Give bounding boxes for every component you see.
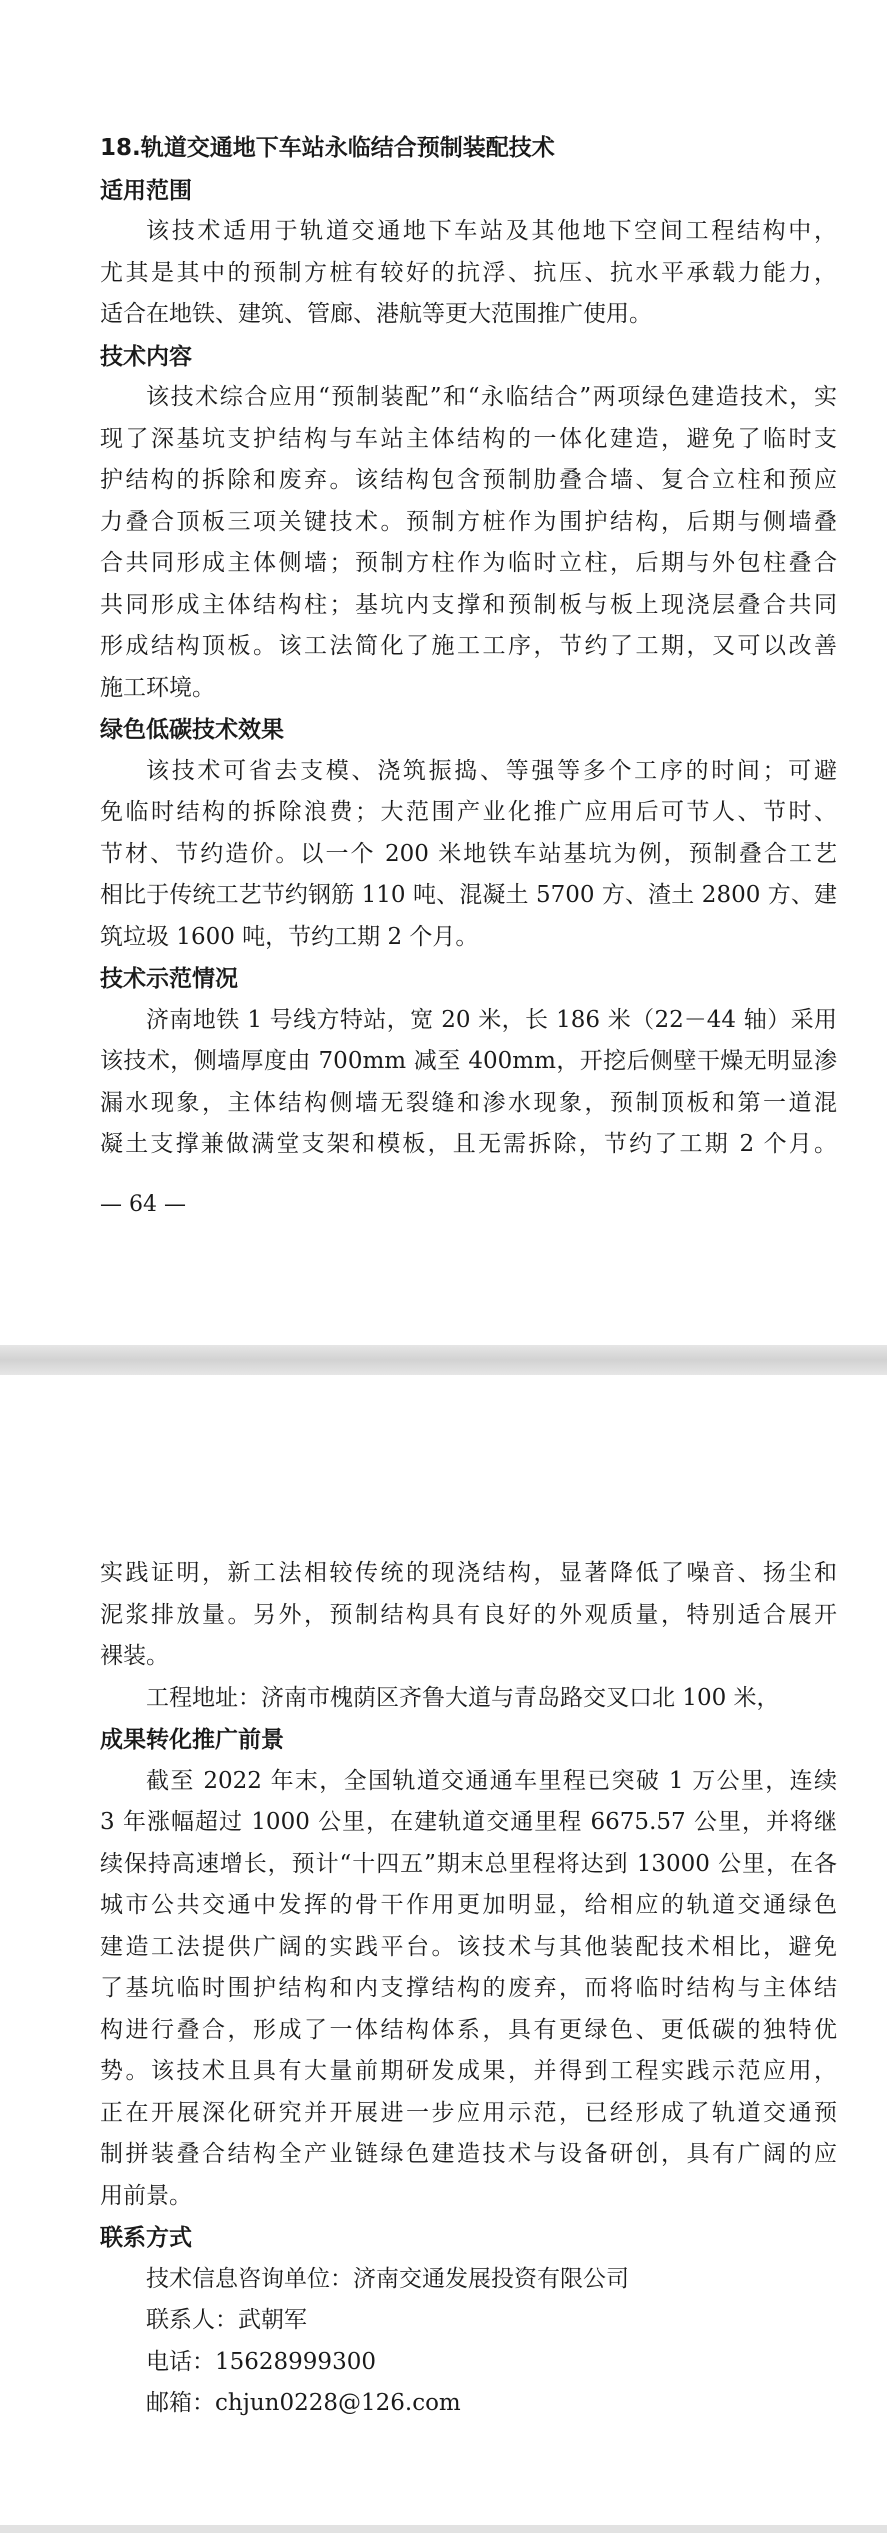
page-1-body — [100, 128, 837, 1225]
section-heading: 成果转化推广前景 — [100, 1726, 284, 1753]
text-line: 制拼装叠合结构全产业链绿色建造技术与设备研创，具有广阔的应 — [100, 2141, 837, 2167]
text-line: 实践证明，新工法相较传统的现浇结构，显著降低了噪音、扬尘和 — [100, 1560, 837, 1586]
section-heading: 联系方式 — [100, 2224, 192, 2251]
text-line: 相比于传统工艺节约钢筋 110 吨、混凝土 5700 方、渣土 2800 方、建 — [100, 882, 837, 908]
text-line: 现了深基坑支护结构与车站主体结构的一体化建造，避免了临时支 — [100, 425, 837, 452]
section-heading: 技术内容 — [100, 342, 192, 370]
text-line: 邮箱：chjun0228@126.com — [146, 2390, 461, 2416]
text-line: 构进行叠合，形成了一体结构体系，具有更绿色、更低碳的独特优 — [100, 2016, 837, 2043]
text-line: 凝土支撑兼做满堂支架和模板，且无需拆除，节约了工期 2 个月。 — [100, 1131, 837, 1157]
text-line: 该技术可省去支模、浇筑振捣、等强等多个工序的时间；可避 — [146, 757, 837, 784]
text-line: 漏水现象，主体结构侧墙无裂缝和渗水现象，预制顶板和第一道混 — [100, 1089, 837, 1116]
text-line: 用前景。 — [100, 2182, 192, 2209]
text-line: 技术信息咨询单位：济南交通发展投资有限公司 — [146, 2265, 629, 2292]
text-line: 免临时结构的拆除浪费；大范围产业化推广应用后可节人、节时、 — [100, 799, 837, 825]
text-line: 正在开展深化研究并开展进一步应用示范，已经形成了轨道交通预 — [100, 2099, 837, 2126]
text-line: 泥浆排放量。另外，预制结构具有良好的外观质量，特别适合展开 — [100, 1601, 837, 1628]
section-heading: 技术示范情况 — [100, 965, 238, 992]
document-page-2 — [0, 1375, 887, 2525]
text-line: 筑垃圾 1600 吨，节约工期 2 个月。 — [100, 923, 479, 950]
text-line: 力叠合顶板三项关键技术。预制方桩作为围护结构，后期与侧墙叠 — [100, 508, 837, 535]
text-line: 适合在地铁、建筑、管廊、港航等更大范围推广使用。 — [100, 301, 652, 327]
section-heading: 适用范围 — [100, 176, 192, 204]
text-line: 节材、节约造价。以一个 200 米地铁车站基坑为例，预制叠合工艺 — [100, 840, 837, 867]
section-heading: 18.轨道交通地下车站永临结合预制装配技术 — [100, 135, 555, 161]
text-line: 该技术综合应用“预制装配”和“永临结合”两项绿色建造技术，实 — [146, 384, 837, 410]
text-line: 建造工法提供广阔的实践平台。该技术与其他装配技术相比，避免 — [100, 1933, 837, 1960]
page-separator-bottom — [0, 2525, 887, 2533]
text-line: 裸装。 — [100, 1643, 169, 1669]
text-line: 联系人：武朝军 — [146, 2307, 307, 2333]
page-number: — 64 — — [100, 1191, 186, 1217]
text-line: 济南地铁 1 号线方特站，宽 20 米，长 186 米（22－44 轴）采用 — [146, 1006, 837, 1033]
section-heading: 绿色低碳技术效果 — [100, 716, 284, 743]
text-line: 工程地址：济南市槐荫区齐鲁大道与青岛路交叉口北 100 米， — [146, 1684, 780, 1711]
text-line: 电话：15628999300 — [146, 2348, 376, 2375]
text-line: 护结构的拆除和废弃。该结构包含预制肋叠合墙、复合立柱和预应 — [100, 467, 837, 493]
text-line: 该技术，侧墙厚度由 700mm 减至 400mm，开挖后侧壁干燥无明显渗 — [100, 1048, 837, 1074]
text-line: 共同形成主体结构柱；基坑内支撑和预制板与板上现浇层叠合共同 — [100, 591, 837, 618]
text-line: 3 年涨幅超过 1000 公里，在建轨道交通里程 6675.57 公里，并将继 — [100, 1809, 837, 1835]
text-line: 势。该技术且具有大量前期研发成果，并得到工程实践示范应用， — [100, 2058, 837, 2084]
text-line: 施工环境。 — [100, 674, 215, 701]
page-2-body — [100, 1553, 837, 2425]
text-line: 截至 2022 年末，全国轨道交通通车里程已突破 1 万公里，连续 — [146, 1767, 837, 1794]
text-line: 形成结构顶板。该工法简化了施工工序，节约了工期，又可以改善 — [100, 633, 837, 659]
text-line: 续保持高速增长，预计“十四五”期末总里程将达到 13000 公里，在各 — [100, 1850, 837, 1877]
text-line: 合共同形成主体侧墙；预制方柱作为临时立柱，后期与外包柱叠合 — [100, 550, 837, 576]
text-line: 该技术适用于轨道交通地下车站及其他地下空间工程结构中， — [146, 218, 837, 244]
page-separator — [0, 1345, 887, 1375]
text-line: 城市公共交通中发挥的骨干作用更加明显，给相应的轨道交通绿色 — [100, 1892, 837, 1918]
text-line: 了基坑临时围护结构和内支撑结构的废弃，而将临时结构与主体结 — [100, 1975, 837, 2001]
text-line: 尤其是其中的预制方桩有较好的抗浮、抗压、抗水平承载力能力， — [100, 259, 837, 286]
